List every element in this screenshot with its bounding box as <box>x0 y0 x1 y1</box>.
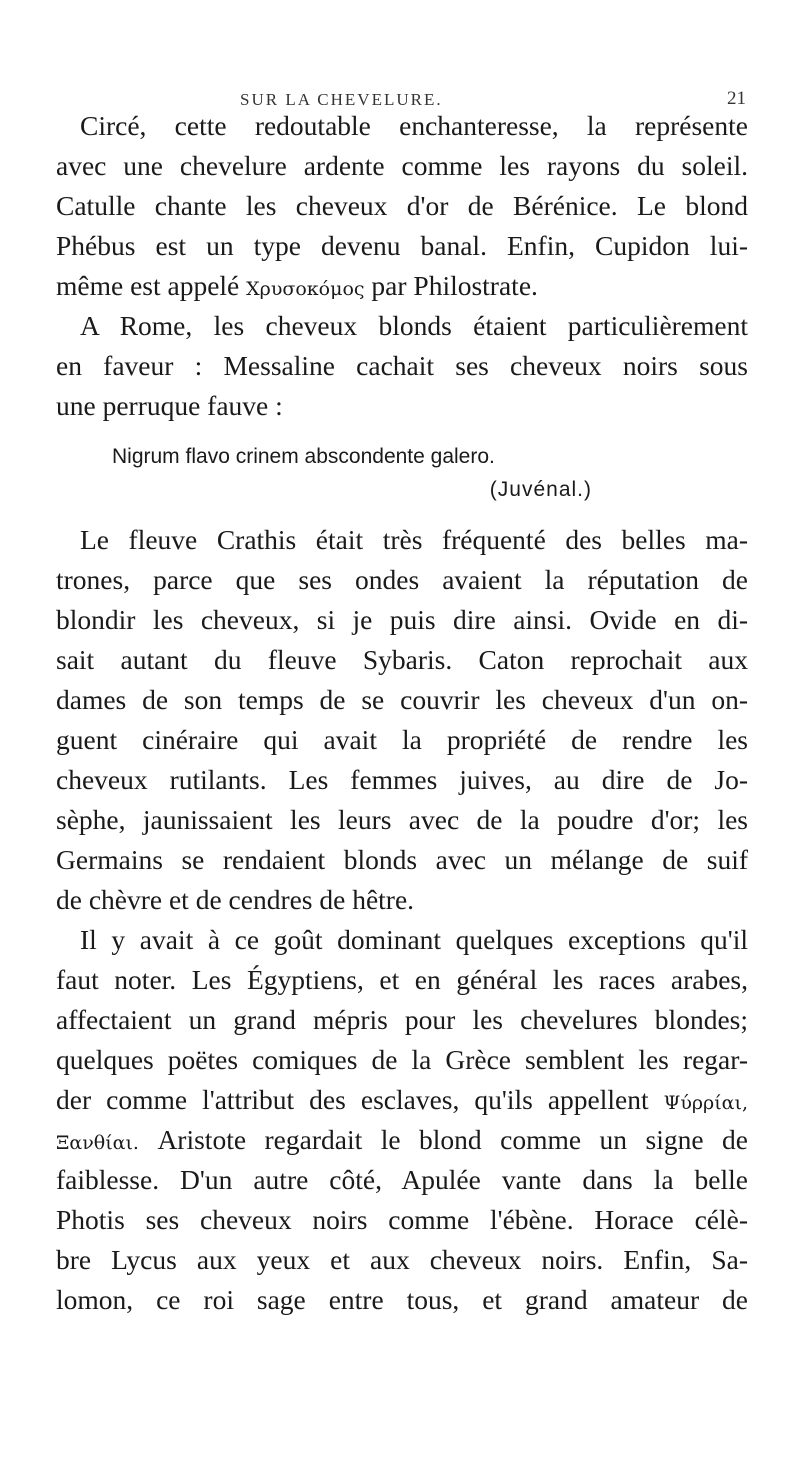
block-quote <box>56 440 748 506</box>
text-line: faut noter. Les Égyptiens, et en général les races arabes, <box>56 964 748 995</box>
page-number: 21 <box>727 88 746 109</box>
text-line: Circé, cette redoutable enchanteresse, la représente <box>80 110 748 141</box>
text-line: de chèvre et de cendres de hêtre. <box>56 884 415 915</box>
text-line: en faveur : Messaline cachait ses cheveux noirs sous <box>56 350 748 381</box>
body-text <box>56 106 748 1320</box>
text-line: Le fleuve Crathis était très fréquenté des belles ma- <box>80 524 748 555</box>
running-head-title: SUR LA CHEVELURE. <box>240 90 443 109</box>
text-segment: Aristote regardait le blond comme un signe de <box>138 1124 748 1155</box>
text-line: Photis ses cheveux noirs comme l'ébène. Horace célè- <box>56 1204 748 1235</box>
greek-word: Ξανθίαι. <box>56 1132 139 1154</box>
text-line: Germains se rendaient blonds avec un mélange de suif <box>56 844 748 875</box>
text-line <box>56 1080 748 1120</box>
text-line: bre Lycus aux yeux et aux cheveux noirs. Enfin, Sa- <box>56 1244 748 1275</box>
paragraph-1 <box>56 106 748 306</box>
text-segment: par Philostrate. <box>364 270 538 301</box>
text-line: blondir les cheveux, si je puis dire ainsi. Ovide en di- <box>56 604 748 635</box>
text-line: quelques poëtes comiques de la Grèce semblent les regar- <box>56 1044 748 1075</box>
text-line: faiblesse. D'un autre côté, Apulée vante dans la belle <box>56 1164 748 1195</box>
paragraph-4 <box>56 920 748 1320</box>
text-line <box>56 266 748 306</box>
quote-text: Nigrum flavo crinem abscondente galero. <box>112 445 495 468</box>
text-line: une perruque fauve : <box>56 390 283 421</box>
greek-word: Ψύρρίαι, <box>663 1092 748 1114</box>
quote-attribution: (Juvénal.) <box>489 478 592 501</box>
text-line: Phébus est un type devenu banal. Enfin, Cupidon lui- <box>56 230 748 261</box>
text-line <box>56 1120 748 1160</box>
text-line: A Rome, les cheveux blonds étaient particulièrement <box>80 310 748 341</box>
text-line: sait autant du fleuve Sybaris. Caton reprochait aux <box>56 644 748 675</box>
text-line: avec une chevelure ardente comme les rayons du soleil. <box>56 150 748 181</box>
text-line: trones, parce que ses ondes avaient la réputation de <box>56 564 748 595</box>
text-line: lomon, ce roi sage entre tous, et grand amateur de <box>56 1284 748 1315</box>
text-line: Il y avait à ce goût dominant quelques exceptions qu'il <box>80 924 748 955</box>
text-line: affectaient un grand mépris pour les chevelures blondes; <box>56 1004 748 1035</box>
text-segment: même est appelé <box>56 270 247 301</box>
paragraph-2 <box>56 306 748 426</box>
text-line: guent cinéraire qui avait la propriété de rendre les <box>56 724 748 755</box>
text-segment: der comme l'attribut des esclaves, qu'ils appellent <box>56 1084 664 1115</box>
greek-word: Χρυσοκόμος <box>246 278 365 300</box>
text-line: sèphe, jaunissaient les leurs avec de la poudre d'or; les <box>56 804 748 835</box>
paragraph-3 <box>56 520 748 920</box>
text-line: cheveux rutilants. Les femmes juives, au dire de Jo- <box>56 764 748 795</box>
text-line: Catulle chante les cheveux d'or de Bérénice. Le blond <box>56 190 748 221</box>
text-line: dames de son temps de se couvrir les cheveux d'un on- <box>56 684 748 715</box>
